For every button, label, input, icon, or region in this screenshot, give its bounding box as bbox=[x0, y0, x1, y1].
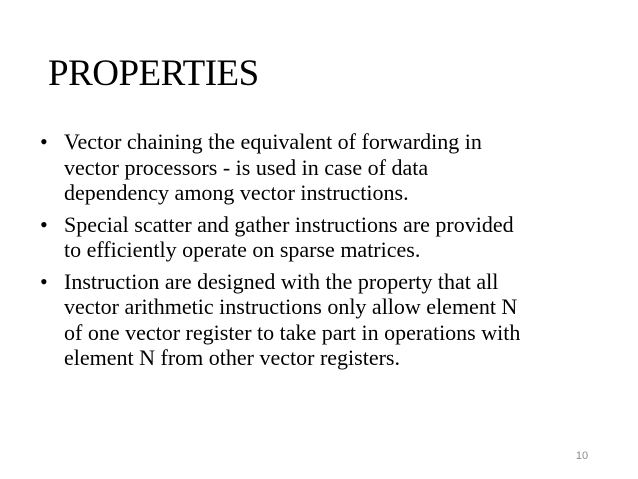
bullet-icon: • bbox=[40, 211, 48, 237]
bullet-list bbox=[40, 129, 600, 377]
bullet-item-vector-chaining bbox=[40, 129, 600, 206]
bullet-icon: • bbox=[40, 268, 48, 294]
bullet-item-instruction-design bbox=[40, 269, 600, 371]
bullet-text: Instruction are designed with the property that all vector arithmetic instructions only allow element N of one vector register to take part in operations with element N from other vector registers. bbox=[64, 268, 521, 370]
slide-title: PROPERTIES bbox=[48, 53, 259, 94]
bullet-item-scatter-gather bbox=[40, 212, 600, 263]
bullet-text: Special scatter and gather instructions are provided to efficiently operate on sparse matrices. bbox=[64, 211, 514, 262]
page-number: 10 bbox=[575, 450, 589, 462]
bullet-icon: • bbox=[40, 129, 48, 154]
bullet-text: Vector chaining the equivalent of forwarding in vector processors - is used in case of data dependency among vector instructions. bbox=[64, 129, 482, 205]
